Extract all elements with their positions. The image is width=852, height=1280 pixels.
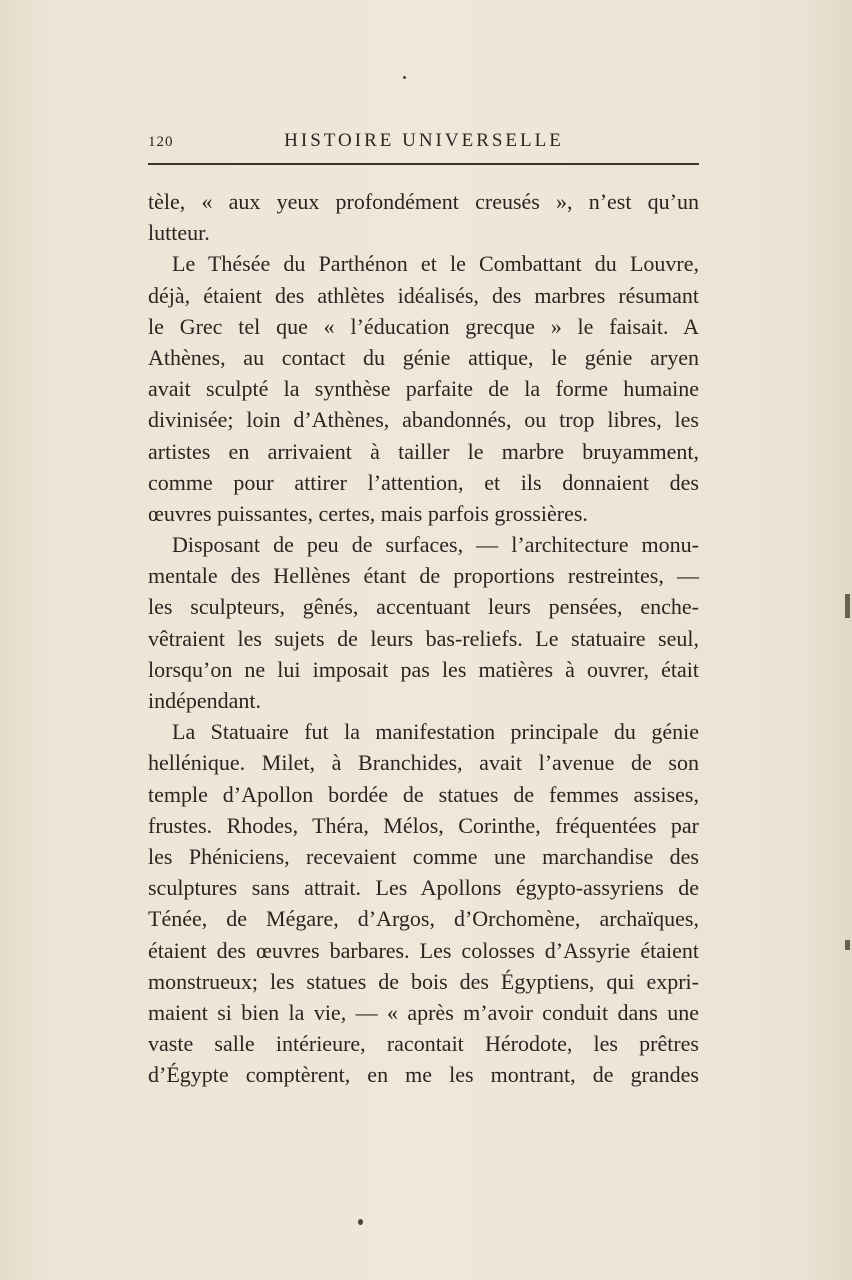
text-line: le Grec tel que « l’éducation grecque » le faisait. A [148, 313, 699, 339]
text-line: Ténée, de Mégare, d’Argos, d’Orchomène, archaïques, [148, 906, 699, 932]
text-line: divinisée; loin d’Athènes, abandonnés, ou trop libres, les [148, 407, 699, 433]
ink-speck [403, 76, 406, 79]
text-line: monstrueux; les statues de bois des Égyptiens, qui expri- [148, 968, 699, 994]
text-line: vêtraient les sujets de leurs bas-reliefs. Le statuaire seul, [148, 625, 699, 651]
page-edge-mark [845, 594, 850, 618]
text-line: d’Égypte comptèrent, en me les montrant, de grandes [148, 1062, 699, 1088]
text-line: maient si bien la vie, — « après m’avoir conduit dans une [148, 999, 699, 1025]
header-rule [148, 163, 699, 165]
text-line: Athènes, au contact du génie attique, le génie aryen [148, 344, 699, 370]
text-line: les Phéniciens, recevaient comme une marchandise des [148, 843, 699, 869]
text-line: temple d’Apollon bordée de statues de femmes assises, [148, 781, 699, 807]
ink-speck [358, 1219, 363, 1225]
page-number: 120 [148, 134, 174, 150]
text-line: lorsqu’on ne lui imposait pas les matières à ouvrer, était [148, 656, 699, 682]
text-line: comme pour attirer l’attention, et ils donnaient des [148, 469, 699, 495]
text-line: hellénique. Milet, à Branchides, avait l’avenue de son [148, 750, 699, 776]
text-line: La Statuaire fut la manifestation principale du génie [172, 719, 699, 745]
running-title: HISTOIRE UNIVERSELLE [284, 130, 564, 151]
text-line: les sculpteurs, gênés, accentuant leurs pensées, enche- [148, 594, 699, 620]
text-line: avait sculpté la synthèse parfaite de la forme humaine [148, 376, 699, 402]
text-line: mentale des Hellènes étant de proportions restreintes, — [148, 563, 699, 589]
body-text [148, 186, 699, 1090]
text-line: artistes en arrivaient à tailler le marbre bruyamment, [148, 438, 699, 464]
text-line: indépendant. [148, 688, 262, 713]
text-line: lutteur. [148, 220, 210, 246]
text-line: étaient des œuvres barbares. Les colosses d’Assyrie étaient [148, 937, 699, 963]
text-line: vaste salle intérieure, racontait Hérodote, les prêtres [148, 1031, 699, 1057]
text-line: déjà, étaient des athlètes idéalisés, des marbres résumant [148, 282, 699, 308]
page-header [148, 128, 700, 156]
text-line: Le Thésée du Parthénon et le Combattant du Louvre, [172, 251, 699, 277]
text-line: frustes. Rhodes, Théra, Mélos, Corinthe, fréquentées par [148, 812, 699, 838]
page-edge-mark [845, 940, 850, 950]
text-line: Disposant de peu de surfaces, — l’architecture monu- [172, 532, 699, 558]
text-line: œuvres puissantes, certes, mais parfois grossières. [148, 500, 588, 526]
text-line: tèle, « aux yeux profondément creusés », n’est qu’un [148, 189, 699, 214]
text-line: sculptures sans attrait. Les Apollons égypto-assyriens de [148, 875, 699, 901]
